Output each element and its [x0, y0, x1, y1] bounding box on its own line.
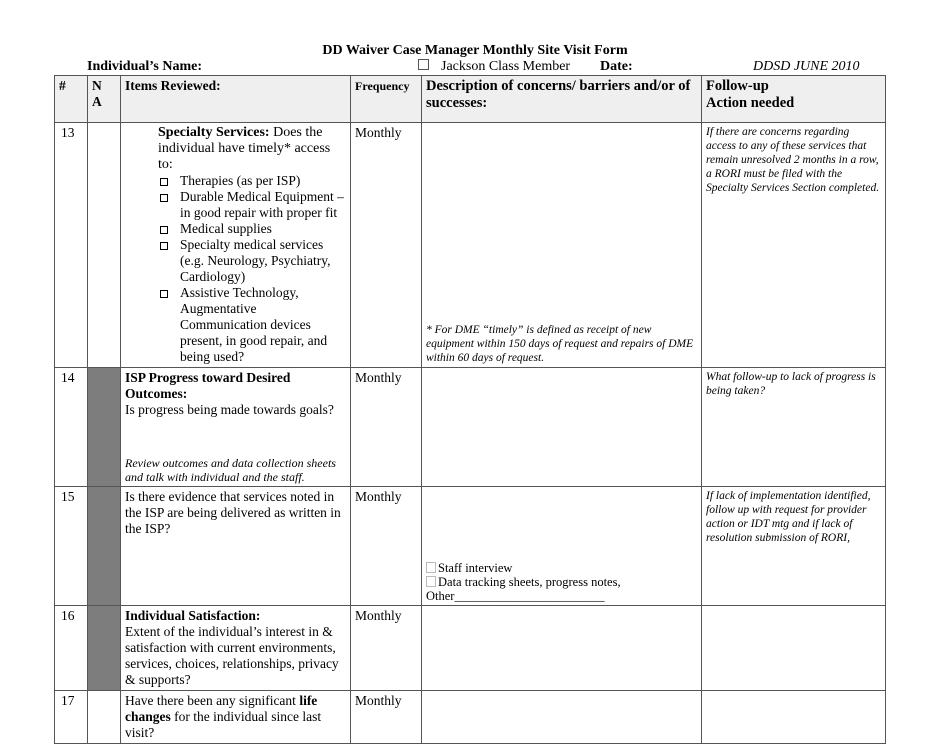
table-row [55, 123, 886, 368]
jackson-class-member [418, 59, 570, 75]
items-cell [121, 606, 351, 691]
items-cell [121, 368, 351, 487]
followup-cell[interactable] [702, 691, 886, 744]
isp-progress-title: ISP Progress toward Desired Outcomes: [125, 370, 291, 401]
followup-cell: If there are concerns regarding access to any of these services that remain unresolved 2 months in a row, a RORI must be filed with the Specialty Services Section completed. [702, 123, 886, 368]
date-label: Date: [600, 59, 633, 74]
isp-progress-question: Is progress being made towards goals? [125, 402, 334, 417]
description-cell[interactable] [422, 368, 702, 487]
specialty-services-title: Specialty Services: [158, 125, 270, 140]
na-cell[interactable] [88, 691, 121, 744]
col-na-2: A [92, 94, 102, 109]
frequency-cell: Monthly [351, 123, 422, 368]
frequency-cell: Monthly [351, 368, 422, 487]
jackson-label: Jackson Class Member [441, 59, 571, 74]
list-item: Assistive Technology, Augmentative Communication devices present, in good repair, and being used? [158, 285, 346, 365]
col-followup-1: Follow-up [706, 78, 769, 94]
table-row [55, 691, 886, 744]
services-checklist [158, 173, 346, 365]
list-item: Medical supplies [158, 221, 346, 237]
table-row [55, 487, 886, 606]
description-cell[interactable] [422, 123, 702, 368]
followup-cell: What follow-up to lack of progress is being taken? [702, 368, 886, 487]
checkbox-icon[interactable] [160, 290, 168, 298]
checkbox-icon[interactable] [426, 562, 436, 573]
table-header-row [55, 76, 886, 123]
frequency-cell: Monthly [351, 691, 422, 744]
na-cell[interactable] [88, 123, 121, 368]
col-na [88, 76, 121, 123]
evidence-options [426, 561, 697, 603]
list-item: Therapies (as per ISP) [158, 173, 346, 189]
description-cell[interactable] [422, 691, 702, 744]
form-title: DD Waiver Case Manager Monthly Site Visit Form [322, 43, 628, 58]
life-changes-text: life changes [125, 693, 318, 724]
data-tracking-option: Data tracking sheets, progress notes, [426, 575, 697, 589]
other-option[interactable]: Other________________________ [426, 589, 605, 603]
individual-name-label: Individual’s Name: [87, 59, 203, 74]
specialty-services-question: Does the individual have timely* access to: [158, 125, 331, 172]
items-cell: Have there been any significant life changes for the individual since last visit? [121, 691, 351, 744]
col-frequency: Frequency [351, 76, 422, 123]
items-cell [121, 123, 351, 368]
col-items: Items Reviewed: [121, 76, 351, 123]
row-number: 16 [55, 606, 88, 691]
row-number: 13 [55, 123, 88, 368]
checkbox-icon[interactable] [426, 576, 436, 587]
row-number: 15 [55, 487, 88, 606]
list-item: Durable Medical Equipment – in good repair with proper fit [158, 189, 346, 221]
staff-interview-option: Staff interview [426, 561, 697, 575]
description-cell[interactable] [422, 606, 702, 691]
na-cell-shaded [88, 606, 121, 691]
isp-progress-hint: Review outcomes and data collection sheets and talk with individual and the staff. [125, 456, 336, 484]
followup-cell: If lack of implementation identified, follow up with request for provider action or IDT mtg and if lack of resolution submission of RORI, [702, 487, 886, 606]
form-version-date: DDSD JUNE 2010 [753, 59, 860, 74]
row-number: 17 [55, 691, 88, 744]
table-row [55, 606, 886, 691]
col-number: # [55, 76, 88, 123]
col-na-1: N [92, 78, 102, 93]
checkbox-icon[interactable] [160, 178, 168, 186]
site-visit-table [54, 75, 886, 744]
checkbox-icon[interactable] [160, 242, 168, 250]
items-cell: Is there evidence that services noted in the ISP are being delivered as written in the ISP? [121, 487, 351, 606]
col-description: Description of concerns/ barriers and/or of successes: [422, 76, 702, 123]
row-number: 14 [55, 368, 88, 487]
table-row [55, 368, 886, 487]
col-followup-2: Action needed [706, 95, 795, 111]
satisfaction-title: Individual Satisfaction: [125, 608, 261, 623]
dme-timely-note: * For DME “timely” is defined as receipt of new equipment within 150 days of request and repairs of DME within 60 days of request. [426, 324, 694, 364]
checkbox-icon[interactable] [160, 194, 168, 202]
col-followup [702, 76, 886, 123]
na-cell-shaded [88, 487, 121, 606]
checkbox-icon[interactable] [160, 226, 168, 234]
list-item: Specialty medical services (e.g. Neurology, Psychiatry, Cardiology) [158, 237, 346, 285]
followup-cell[interactable] [702, 606, 886, 691]
satisfaction-question: Extent of the individual’s interest in & satisfaction with current environments, services, choices, relationships, privacy & supports? [125, 624, 339, 687]
frequency-cell: Monthly [351, 606, 422, 691]
frequency-cell: Monthly [351, 487, 422, 606]
na-cell-shaded [88, 368, 121, 487]
jackson-checkbox[interactable] [418, 59, 429, 70]
description-cell[interactable] [422, 487, 702, 606]
